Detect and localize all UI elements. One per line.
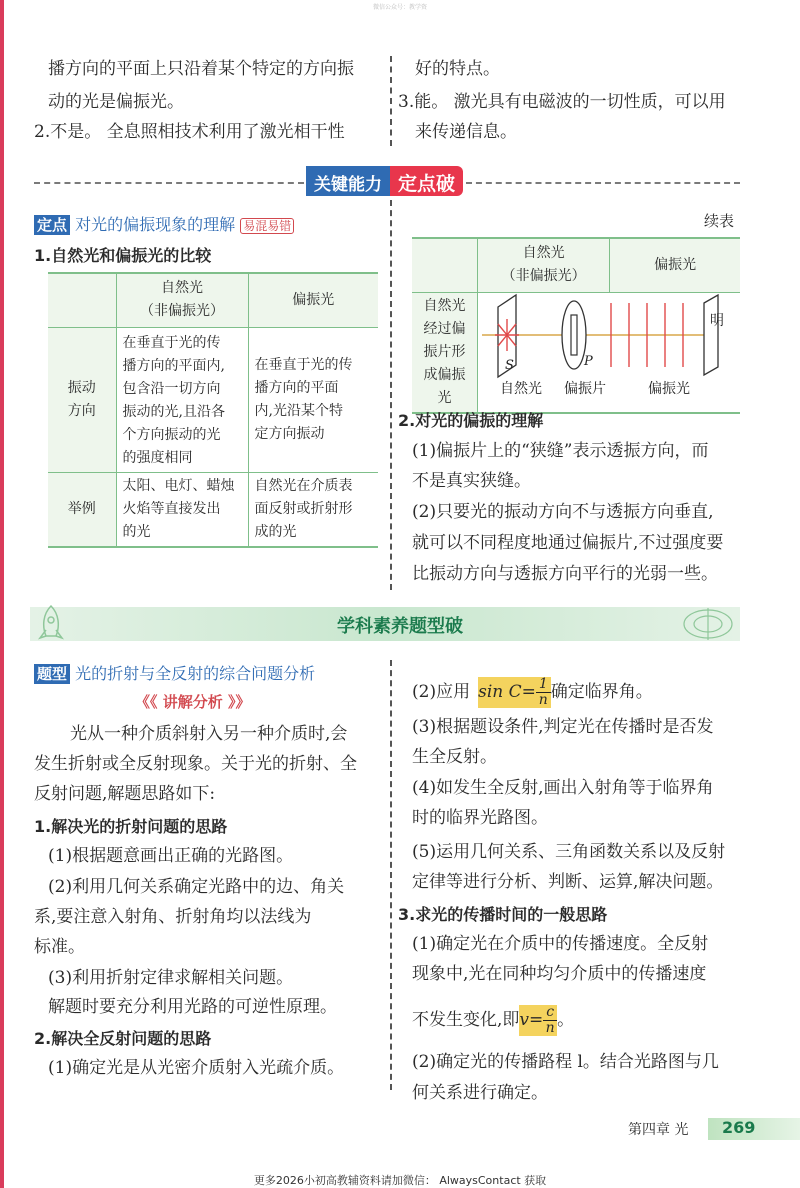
text-line: 定律等进行分析、判断、运算,解决问题。 [412, 872, 724, 892]
polarization-figure-table [412, 237, 740, 414]
section-heading: 2.解决全反射问题的思路 [34, 1029, 212, 1048]
text-line: 2.不是。 全息照相技术利用了激光相干性 [34, 122, 345, 142]
header-text: （非偏振光） [501, 268, 586, 285]
section-heading: 2.对光的偏振的理解 [398, 411, 544, 430]
cell-line: 太阳、电灯、蜡烛 [122, 477, 235, 494]
section-heading: 1.自然光和偏振光的比较 [34, 246, 212, 265]
formula-line [412, 1002, 574, 1038]
text-line: (2)利用几何关系确定光路中的边、角关 [48, 877, 345, 897]
text-line: 比振动方向与透振方向平行的光弱一些。 [412, 564, 718, 584]
row-label-text: 自然光 [423, 297, 466, 314]
header-natural-light [478, 238, 610, 292]
type-tag: 题型 [34, 664, 70, 684]
cell-natural-example [116, 472, 248, 547]
text-line: (1)偏振片上的“狭缝”表示透振方向，而 [412, 441, 709, 461]
banner-part1: 关键能力 [306, 166, 390, 196]
column-divider [390, 56, 392, 146]
section-heading: 1.解决光的折射问题的思路 [34, 817, 228, 836]
numerator: c [543, 1005, 557, 1021]
label-polarizer: 偏振片 [564, 380, 606, 397]
text-line: (1)确定光在介质中的传播速度。全反射 [412, 934, 709, 954]
point-heading [34, 212, 294, 235]
analysis-label [135, 691, 251, 712]
polarization-figure-cell [478, 292, 741, 413]
type-heading [34, 661, 315, 684]
banner-part2: 定点破 [390, 166, 463, 196]
row-label-figure [412, 292, 478, 413]
text-line: 播方向的平面上只沿着某个特定的方向振 [48, 59, 354, 79]
type-title: 光的折射与全反射的综合问题分析 [75, 664, 316, 683]
text-line: (5)运用几何关系、三角函数关系以及反射 [412, 842, 726, 862]
text-line: 光从一种介质斜射入另一种介质时,会 [70, 724, 348, 744]
text-line: 3.能。 激光具有电磁波的一切性质，可以用 [398, 92, 726, 112]
fraction [536, 677, 551, 708]
cell-line: 在垂直于光的传 [254, 356, 353, 373]
page-edge-bar [0, 0, 4, 1188]
section-heading: 3.求光的传播时间的一般思路 [398, 905, 608, 924]
header-polarized-light: 偏振光 [610, 238, 740, 292]
point-hint: 易混易错 [240, 218, 294, 234]
natural-light-arrows [495, 319, 519, 351]
row-label-text: 方向 [67, 402, 96, 419]
header-text: （非偏振光） [140, 303, 224, 320]
cell-line: 振动的光,且沿各 [122, 403, 225, 420]
cell-line: 成的光 [254, 523, 297, 540]
formula-left: v= [519, 1010, 544, 1030]
cell-line: 面反射或折射形 [254, 500, 353, 517]
continued-label: 续表 [704, 212, 735, 230]
cell-line: 播方向的平面 [254, 379, 339, 396]
label-bright: 明 [710, 312, 724, 329]
cell-line: 自然光在介质表 [254, 477, 353, 494]
text-line: (3)利用折射定律求解相关问题。 [48, 968, 294, 988]
page-number: 269 [722, 1118, 756, 1137]
screen-plate [704, 295, 718, 375]
row-label-text: 振动 [67, 379, 96, 396]
text-line: 发生折射或全反射现象。关于光的折射、全 [34, 754, 357, 774]
label-polarized-light: 偏振光 [648, 380, 690, 397]
text-line: 时的临界光路图。 [412, 808, 548, 828]
analysis-label-text: 讲解分析 [162, 693, 223, 711]
section-banner [306, 166, 463, 196]
text-line: 现象中,光在同种均匀介质中的传播速度 [412, 964, 707, 984]
polarization-diagram [478, 293, 740, 401]
cell-natural-vibration [116, 327, 248, 472]
cell-line: 的光 [122, 523, 151, 540]
header-text: 自然光 [161, 280, 203, 297]
text-line: 标准。 [34, 937, 85, 957]
text-line: (4)如发生全反射,画出入射角等于临界角 [412, 778, 714, 798]
text-line: 解题时要充分利用光路的可逆性原理。 [48, 997, 337, 1017]
text-line: (2)确定光的传播路程 l。结合光路图与几 [412, 1052, 719, 1072]
text-span: (2)应用 [412, 682, 471, 702]
point-tag: 定点 [34, 215, 70, 235]
header-polarized-light: 偏振光 [248, 273, 378, 327]
formula-line [412, 675, 653, 709]
formula-left: sin C= [478, 682, 536, 702]
row-label-example: 举例 [48, 472, 116, 547]
text-line: (1)根据题意画出正确的光路图。 [48, 846, 294, 866]
text-line: 动的光是偏振光。 [48, 92, 184, 112]
text-line: 不是真实狭缝。 [412, 471, 531, 491]
cell-line: 的强度相同 [122, 449, 193, 466]
banner-rule-right [466, 182, 740, 184]
banner-rule-left [34, 182, 304, 184]
text-line: 反射问题,解题思路如下: [34, 784, 216, 804]
cell-line: 内,光沿某个特 [254, 402, 343, 419]
denominator: n [538, 691, 548, 708]
text-line: (2)只要光的振动方向不与透振方向垂直, [412, 502, 714, 522]
point-title: 对光的偏振现象的理解 [75, 215, 236, 234]
chapter-label: 第四章 光 [628, 1122, 689, 1138]
label-natural-light: 自然光 [500, 380, 542, 397]
text-line: 生全反射。 [412, 747, 497, 767]
cell-line: 个方向振动的光 [122, 426, 221, 443]
label-p: P [584, 353, 593, 369]
text-line: 系,要注意入射角、折射角均以法线为 [34, 907, 312, 927]
cell-line: 播方向的平面内, [122, 357, 225, 374]
watermark: 微信公众号：教学资 [372, 4, 427, 11]
polarizer-slit [571, 315, 577, 355]
cell-line: 火焰等直接发出 [122, 500, 221, 517]
text-span: 确定临界角。 [550, 682, 653, 702]
column-divider [390, 660, 392, 1090]
header-text: 自然光 [522, 245, 565, 262]
header-natural-light [116, 273, 248, 327]
green-section-title: 学科素养题型破 [337, 616, 463, 637]
critical-angle-formula [478, 677, 551, 708]
row-label-text: 成偏振光 [423, 366, 466, 406]
column-divider [390, 200, 392, 590]
row-label-vibration [48, 327, 116, 472]
fraction [543, 1005, 557, 1036]
cell-polarized-vibration [248, 327, 378, 472]
row-label-text: 振片形 [423, 343, 466, 360]
cell-polarized-example [248, 472, 378, 547]
text-line: (1)确定光是从光密介质射入光疏介质。 [48, 1058, 345, 1078]
left-chevrons: 《《 [135, 693, 158, 711]
cell-line: 包含沿一切方向 [122, 380, 221, 397]
text-span: 。 [557, 1010, 575, 1030]
footer-note: 更多2026小初高教辅资料请加微信： AlwaysContact 获取 [253, 1174, 547, 1187]
text-line: 就可以不同程度地通过偏振片,不过强度要 [412, 533, 724, 553]
text-line: 好的特点。 [415, 59, 500, 79]
text-span: 不发生变化,即 [412, 1010, 520, 1030]
row-label-text: 经过偏 [423, 320, 466, 337]
text-line: 何关系进行确定。 [412, 1083, 548, 1103]
cell-line: 定方向振动 [254, 425, 325, 442]
speed-formula [519, 1005, 557, 1036]
text-line: 来传递信息。 [415, 122, 517, 142]
right-chevrons: 》》 [228, 693, 251, 711]
cell-line: 在垂直于光的传 [122, 334, 221, 351]
comparison-table [48, 272, 378, 548]
text-line: (3)根据题设条件,判定光在传播时是否发 [412, 717, 714, 737]
numerator: 1 [536, 677, 551, 693]
label-s: S [505, 357, 514, 373]
denominator: n [545, 1019, 555, 1036]
